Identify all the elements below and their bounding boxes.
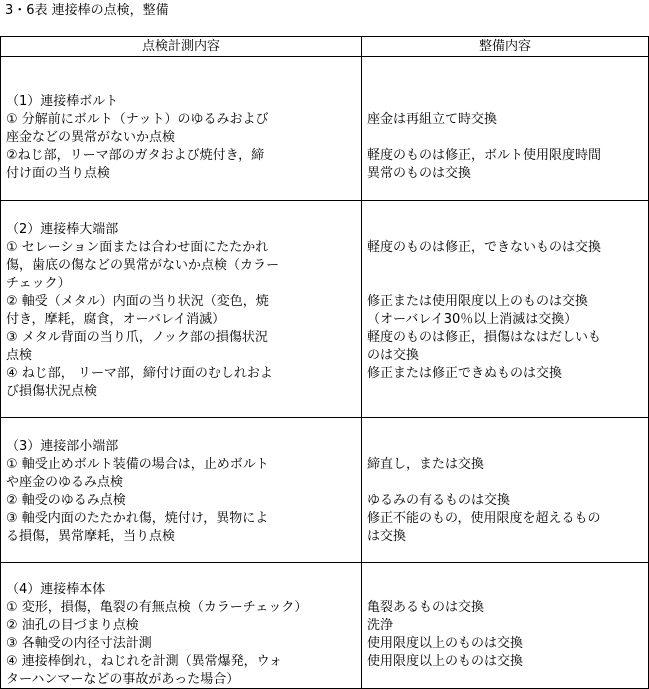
table-row bbox=[1, 57, 649, 201]
maintenance-line: ゆるみの有るものは交換 bbox=[367, 493, 511, 508]
table-title: 3・6表 連接棒の点検，整備 bbox=[5, 3, 169, 18]
maintenance-line: 修正または修正できぬものは交換 bbox=[367, 366, 563, 381]
maintenance-cell bbox=[362, 563, 649, 689]
inspection-cell bbox=[1, 418, 362, 563]
maintenance-line: （オーバレイ30％以上消滅は交換） bbox=[367, 312, 578, 327]
table-row bbox=[1, 418, 649, 563]
inspection-line: ② 軸受のゆるみ点検 bbox=[6, 493, 126, 508]
inspection-cell bbox=[1, 563, 362, 689]
maintenance-cell bbox=[362, 418, 649, 563]
maintenance-cell bbox=[362, 201, 649, 418]
inspection-line: び損傷状況点検 bbox=[6, 384, 98, 399]
inspection-line: ① 軸受止めボルト装備の場合は，止めボルト bbox=[6, 457, 269, 472]
inspection-line: ④ 連接棒倒れ，ねじれを計測（異常爆発，ウォ bbox=[6, 654, 283, 669]
inspection-line: ④ ねじ部， リーマ部，締付け面のむしれおよ bbox=[6, 366, 273, 381]
maintenance-line: 使用限度以上のものは交換 bbox=[367, 636, 524, 651]
inspection-line: ① 分解前にボルト（ナット）のゆるみおよび bbox=[6, 112, 269, 127]
inspection-line: 傷，歯底の傷などの異常がないか点検（カラー bbox=[6, 258, 280, 273]
inspection-line: ③ 軸受内面のたたかれ傷，焼付け，異物によ bbox=[6, 511, 269, 526]
inspection-line: 付け面の当り点検 bbox=[6, 166, 111, 181]
maintenance-line: 異常のものは交換 bbox=[367, 166, 472, 181]
maintenance-cell bbox=[362, 57, 649, 201]
maintenance-line: 修正不能のもの，使用限度を超えるもの bbox=[367, 511, 601, 526]
maintenance-line: 座金は再組立て時交換 bbox=[367, 112, 498, 127]
maintenance-line: 修正または使用限度以上のものは交換 bbox=[367, 294, 589, 309]
inspection-line: （1）連接棒ボルト bbox=[6, 94, 119, 109]
maintenance-line: 使用限度以上のものは交換 bbox=[367, 654, 524, 669]
maintenance-line: 軽度のものは修正，損傷はなはだしいも bbox=[367, 330, 602, 345]
header-inspection: 点検計測内容 bbox=[1, 37, 362, 57]
maintenance-line: 軽度のものは修正，できないものは交換 bbox=[367, 240, 602, 255]
inspection-line: ターハンマーなどの事故があった場合） bbox=[6, 672, 240, 687]
inspection-line: ② 軸受（メタル）内面の当り状況（変色，焼 bbox=[6, 294, 269, 309]
inspection-line: ① セレーション面または合わせ面にたたかれ bbox=[6, 240, 269, 255]
maintenance-line: のは交換 bbox=[367, 348, 420, 363]
inspection-line: 点検 bbox=[6, 348, 33, 363]
inspection-line: 座金などの異常がないか点検 bbox=[6, 130, 176, 145]
inspection-line: （4）連接棒本体 bbox=[6, 582, 106, 597]
inspection-line: ②ねじ部，リーマ部のガタおよび焼付き，締 bbox=[6, 148, 265, 163]
inspection-line: （2）連接棒大端部 bbox=[6, 222, 119, 237]
inspection-line: ③ 各軸受の内径寸法計測 bbox=[6, 636, 152, 651]
inspection-cell bbox=[1, 201, 362, 418]
header-row bbox=[1, 37, 649, 57]
maintenance-line: 締直し，または交換 bbox=[367, 457, 485, 472]
inspection-line: ① 変形，損傷，亀裂の有無点検（カラーチェック） bbox=[6, 600, 308, 615]
table-row bbox=[1, 563, 649, 689]
inspection-line: や座金のゆるみ点検 bbox=[6, 475, 124, 490]
maintenance-line: 亀裂あるものは交換 bbox=[367, 600, 485, 615]
inspection-table bbox=[0, 36, 649, 689]
maintenance-line: 軽度のものは修正，ボルト使用限度時間 bbox=[367, 148, 602, 163]
inspection-line: ② 油孔の目づまり点検 bbox=[6, 618, 139, 633]
maintenance-line: 洗浄 bbox=[367, 618, 394, 633]
inspection-line: （3）連接部小端部 bbox=[6, 439, 119, 454]
table-row bbox=[1, 201, 649, 418]
maintenance-line: は交換 bbox=[367, 529, 407, 544]
inspection-line: ③ メタル背面の当り爪，ノック部の損傷状況 bbox=[6, 330, 268, 345]
inspection-line: る損傷，異常摩耗，当り点検 bbox=[6, 529, 176, 544]
inspection-line: 付き，摩耗，腐食，オーバレイ消滅） bbox=[6, 312, 226, 327]
inspection-cell bbox=[1, 57, 362, 201]
inspection-line: チェック） bbox=[6, 276, 71, 291]
header-maintenance: 整備内容 bbox=[362, 37, 649, 57]
